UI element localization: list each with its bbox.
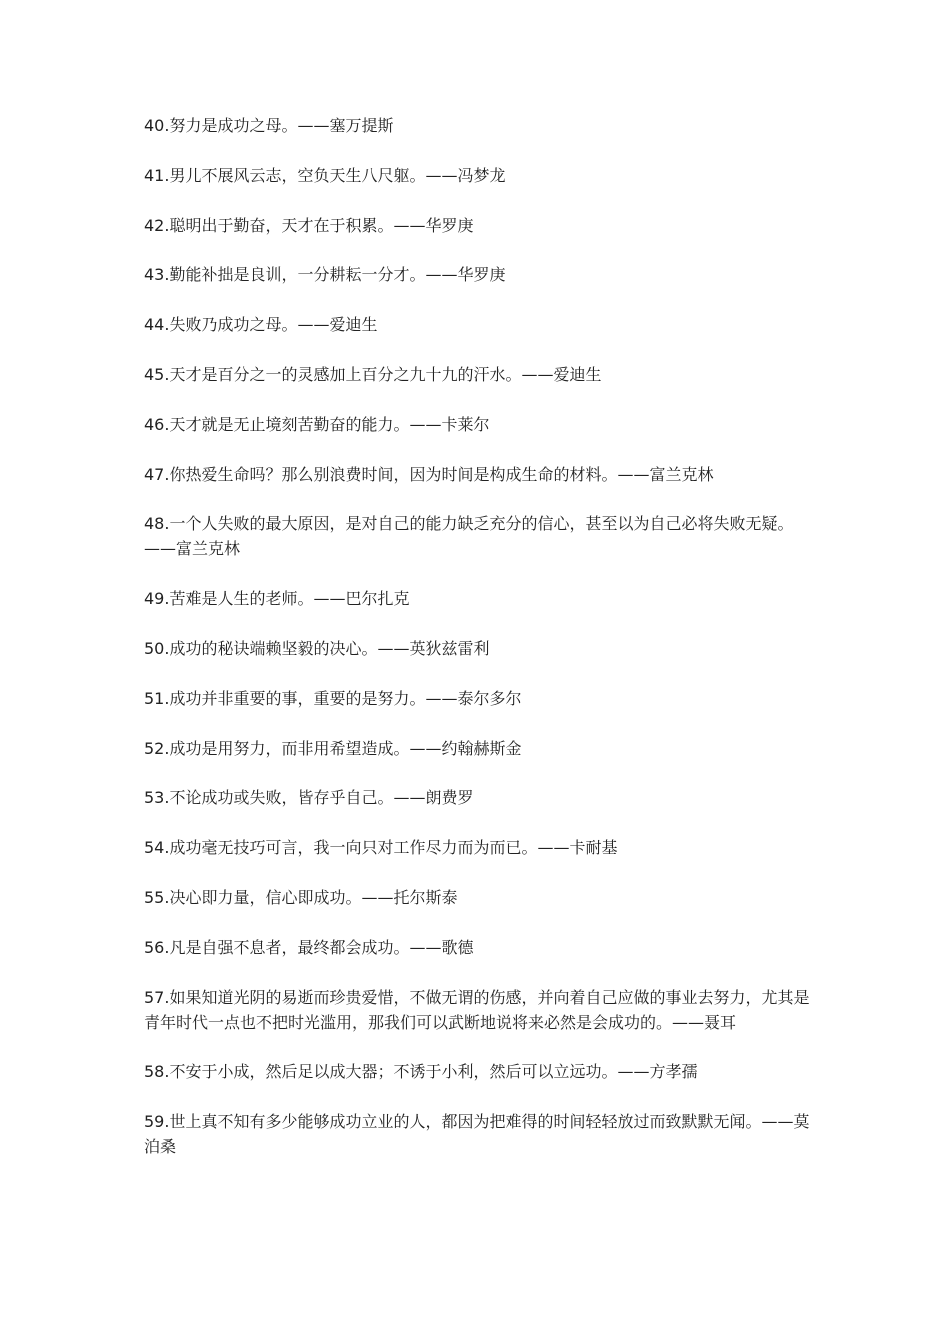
quote-item: 55.决心即力量，信心即成功。——托尔斯泰	[144, 887, 458, 907]
quote-item: 49.苦难是人生的老师。——巴尔扎克	[144, 589, 410, 609]
quote-item: 50.成功的秘诀端赖坚毅的决心。——英狄兹雷利	[144, 638, 490, 658]
quote-list	[144, 113, 824, 1184]
quote-item: 59.世上真不知有多少能够成功立业的人，都因为把难得的时间轻轻放过而致默默无闻。——莫泊桑	[144, 1112, 810, 1157]
quote-item: 46.天才就是无止境刻苦勤奋的能力。——卡莱尔	[144, 414, 490, 434]
quote-item: 56.凡是自强不息者，最终都会成功。——歌德	[144, 937, 474, 957]
quote-item: 47.你热爱生命吗？那么别浪费时间，因为时间是构成生命的材料。——富兰克林	[144, 464, 714, 484]
quote-item: 40.努力是成功之母。——塞万提斯	[144, 116, 394, 135]
quote-item: 57.如果知道光阴的易逝而珍贵爱惜，不做无谓的伤感，并向着自己应做的事业去努力，尤其是青年时代一点也不把时光滥用，那我们可以武断地说将来必然是会成功的。——聂耳	[144, 987, 810, 1032]
quote-item: 48.一个人失败的最大原因，是对自己的能力缺乏充分的信心，甚至以为自己必将失败无疑。——富兰克林	[144, 514, 794, 559]
quote-item: 58.不安于小成，然后足以成大器；不诱于小利，然后可以立远功。——方孝孺	[144, 1062, 698, 1082]
quote-item: 53.不论成功或失败，皆存乎自己。——朗费罗	[144, 788, 474, 808]
quote-item: 52.成功是用努力，而非用希望造成。——约翰赫斯金	[144, 738, 522, 758]
quote-item: 45.天才是百分之一的灵感加上百分之九十九的汗水。——爱迪生	[144, 364, 602, 384]
quote-item: 43.勤能补拙是良训，一分耕耘一分才。——华罗庚	[144, 265, 506, 285]
quote-item: 44.失败乃成功之母。——爱迪生	[144, 315, 378, 335]
quote-item: 41.男儿不展风云志，空负天生八尺躯。——冯梦龙	[144, 165, 506, 185]
quote-item: 42.聪明出于勤奋，天才在于积累。——华罗庚	[144, 215, 474, 235]
quote-item: 54.成功毫无技巧可言，我一向只对工作尽力而为而已。——卡耐基	[144, 838, 618, 858]
quote-item: 51.成功并非重要的事，重要的是努力。——泰尔多尔	[144, 688, 522, 708]
